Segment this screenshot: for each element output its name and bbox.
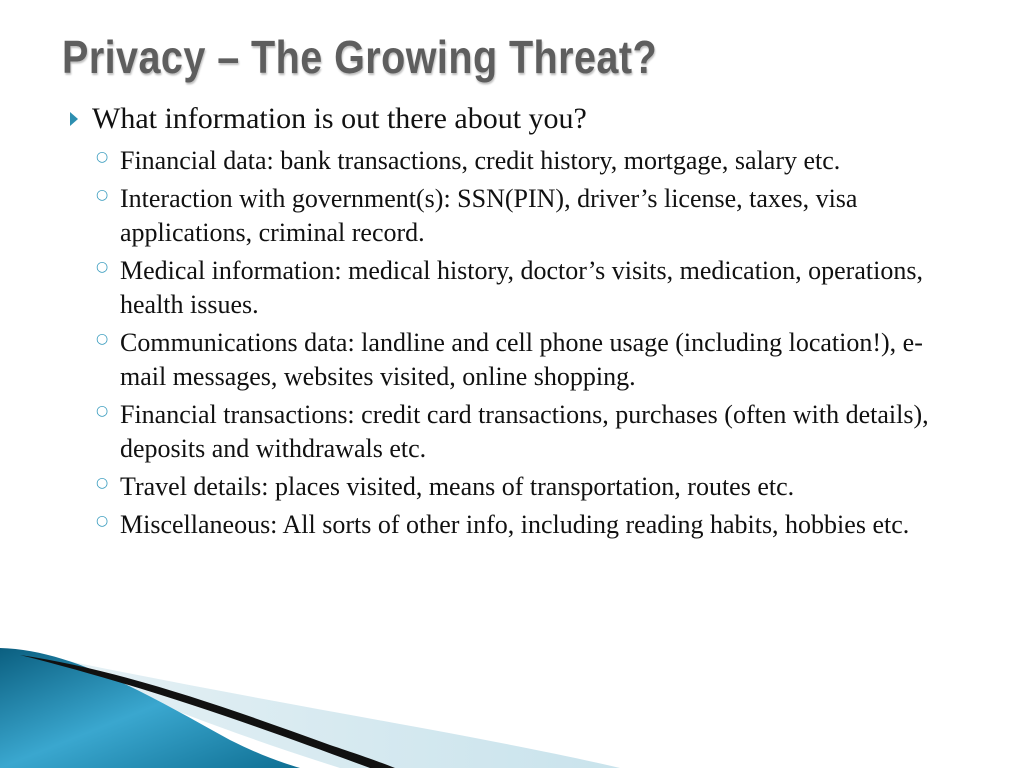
circle-bullet-icon: ○ [96,475,109,491]
triangle-bullet-icon [70,112,78,126]
circle-bullet-icon: ○ [96,331,109,347]
list-item [68,254,960,322]
list-item [68,398,960,466]
circle-bullet-icon: ○ [96,259,109,275]
slide-content [68,100,968,546]
list-item-text: Financial data: bank transactions, credit history, mortgage, salary etc. [120,146,841,175]
circle-bullet-icon: ○ [96,513,109,529]
circle-bullet-icon: ○ [96,149,109,165]
main-bullet-text: What information is out there about you? [92,102,587,135]
list-item [68,508,960,542]
list-item [68,144,960,178]
list-item-text: Medical information: medical history, doctor’s visits, medication, operations, health issues. [120,256,923,319]
list-item-text: Miscellaneous: All sorts of other info, including reading habits, hobbies etc. [120,510,910,539]
main-bullet-item [68,100,968,138]
list-item [68,182,960,250]
list-item [68,326,960,394]
list-item-text: Interaction with government(s): SSN(PIN), driver’s license, taxes, visa applications, criminal record. [120,184,858,247]
sub-bullet-list [68,144,968,542]
slide-title: Privacy – The Growing Threat? [62,31,658,83]
list-item-text: Communications data: landline and cell phone usage (including location!), e-mail messages, websites visited, online shopping. [120,328,923,391]
list-item [68,470,960,504]
circle-bullet-icon: ○ [96,403,109,419]
circle-bullet-icon: ○ [96,187,109,203]
list-item-text: Travel details: places visited, means of transportation, routes etc. [120,472,795,501]
list-item-text: Financial transactions: credit card transactions, purchases (often with details), deposits and withdrawals etc. [120,400,929,463]
